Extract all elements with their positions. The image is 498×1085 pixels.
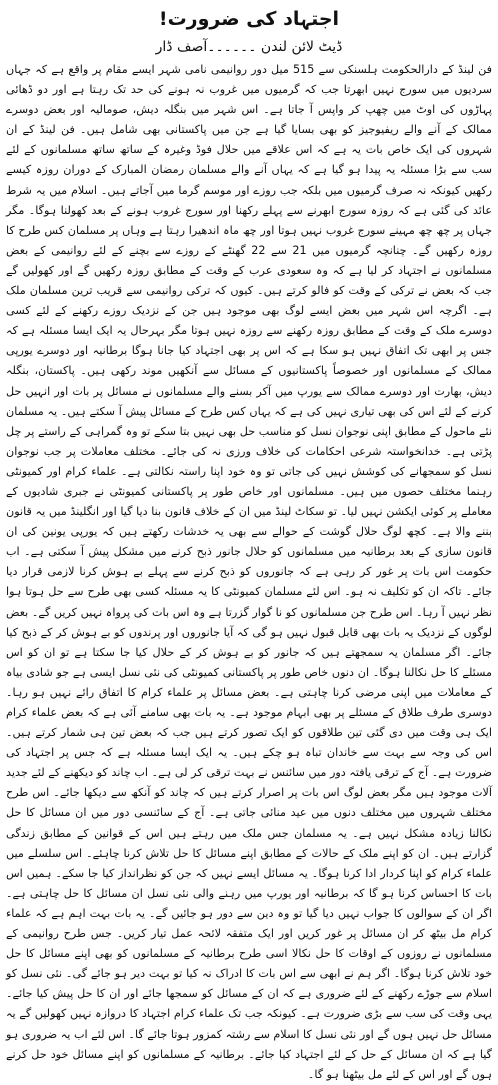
article-title: اجتہاد کی ضرورت! — [158, 8, 340, 30]
article-body: فن لینڈ کے دارالحکومت ہلسنکی سے 515 میل دور روانیمی نامی شہر ایسے مقام پر واقع ہے کہ جہاں سردیوں میں سورج نہیں ابھرتا جب کہ گرمیوں میں غروب نہ ہونے کی حد تک رہتا ہے اور دو ڈھائی پہاڑوں کی اوٹ میں چھپ کر واپس آ جاتا ہے۔ اس شہر میں بنگلہ دیش، صومالیہ اور بعض دوسرے ممالک کے آنے والے ریفیوجیز کو بھی بسایا گیا ہے جن میں پاکستانی بھی شامل ہیں۔ فن لینڈ کے ان شہروں کی ایک خاص بات یہ ہے کہ اس علاقے میں حلال فوڈ وغیرہ کے ساتھ ساتھ مسلمانوں کے لئے سب سے بڑا مسئلہ یہ پیدا ہو گیا ہے کہ یہاں آنے والے مسلمان رمضان المبارک کے دوران روزہ کیسے رکھیں کیونکہ نہ صرف گرمیوں میں بلکہ جب روزے اور موسم گرما میں آجاتے ہیں۔ اسلام میں یہ شرط عائد کی گئی ہے کہ روزہ سورج ابھرنے سے پہلے رکھنا اور سورج غروب ہونے کے بعد کھولنا ہوگا۔ مگر جہاں پر چھ چھ مہینے سورج غروب نہیں ہوتا اور چھ ماہ اندھیرا رہتا ہے وہاں پر مسلمان کس طرح کا روزہ رکھیں گے۔ چنانچہ گرمیوں میں 21 سے 22 گھنٹے کے روزے سے بچنے کے لئے روانیمی کے بعض مسلمانوں نے اجتہاد کر لیا ہے کہ وہ سعودی عرب کے وقت کے مطابق روزہ رکھیں گے اور کھولیں گے جب کہ بعض نے ترکی کے وقت کو فالو کرتے ہیں۔ کیوں کہ ترکی روانیمی سے قریب ترین مسلمان ملک ہے۔ اگرچہ اس شہر میں بعض ایسے لوگ بھی موجود ہیں جن کے نزدیک روزے رکھنے کے لئے کسی دوسرے ملک کے وقت کے مطابق روزہ رکھنے سے روزہ نہیں ہوتا مگر بہرحال یہ ایک ایسا مسئلہ ہے کہ جس پر ابھی تک اتفاق نہیں ہو سکا ہے کہ اس پر بھی اجتہاد کیا جانا ہوگا برطانیہ اور دوسرے یورپی ممالک کے مسلمانوں اور خصوصاً پاکستانیوں کے مسائل سے آنکھیں موند رکھی ہیں۔ پاکستان، بنگلہ دیش، بھارت اور دوسرے ممالک سے یورپ میں آکر بسنے والے مسلمانوں نے مسائل پر بات اور انہیں حل کرنے کے لئے اس کی بھی تیاری نہیں کی ہے کہ یہاں کس طرح کے مسائل پیش آ سکتے ہیں۔ یہ مسلمان نئے ماحول کے مطابق اپنی نوجوان نسل کو مناسب حل بھی نہیں بتا سکے تو وہ گمراہی کے راستے پر چل پڑتی ہے۔ خدانخواستہ شرعی احکامات کی خلاف ورزی نہ کی جائے۔ مختلف معاملات پر جب نوجوان نسل کو سمجھانے کی کوشش نہیں کی جاتی تو وہ خود اپنا راستہ نکالتی ہے۔ علماء کرام اور کمیونٹی رہنما مختلف حصوں میں ہیں۔ مسلمانوں اور خاص طور پر پاکستانی کمیونٹی نے جبری شادیوں کے معاملے پر کوئی ایکشن نہیں لیا۔ تو سکاٹ لینڈ میں ان کے خلاف قانون بنا دیا گیا اور انگلینڈ میں یہ قانون بننے والا ہے۔ کچھ لوگ حلال گوشت کے حوالے سے بھی یہ خدشات رکھتے ہیں کہ یورپی یونین کی ان قانون سازی کے بعد برطانیہ میں مسلمانوں کو حلال جانور ذبح کرنے میں مشکل پیش آ سکتی ہے۔ اب حکومت اس بات پر غور کر رہی ہے کہ جانوروں کو ذبح کرنے سے پہلے بے ہوش کرنا لازمی قرار دیا جائے۔ تاکہ ان کو تکلیف نہ ہو۔ اس لئے مسلمان کمیونٹی کا یہ مسئلہ کسی بھی طرح سے حل ہوتا ہوا نظر نہیں آ رہا۔ اس طرح جن مسلمانوں کو نا گوار گزرتا ہے وہ اس بات کی پرواہ نہیں کریں گے۔ بعض لوگوں کے نزدیک یہ بات بھی قابل قبول نہیں ہو گی کہ آیا جانوروں اور پرندوں کو بے ہوش کر کے ذبح کیا جائے۔ اگر مسلمان یہ سمجھتے ہیں کہ جانور کو بے ہوش کر کے حلال کیا جا سکتا ہے تو ان کو اس مسئلے کا حل نکالنا ہوگا۔ ان دنوں خاص طور پر پاکستانی کمیونٹی کی نئی نسل ایسی ہے جو شادی بیاہ کے معاملات میں اپنی مرضی کرنا چاہتی ہے۔ بعض مسائل پر علماء کرام کا اتفاق رائے نہیں ہو رہا۔ دوسری طرف طلاق کے مسئلے پر بھی ابہام موجود ہے۔ یہ بات بھی سامنے آئی ہے کہ بعض علماء کرام ایک ہی وقت میں دی گئی تین طلاقوں کو ایک تصور کرتے ہیں جب کہ بعض تین ہی شمار کرتے ہیں۔ اس کی وجہ سے بہت سے خاندان تباہ ہو چکے ہیں۔ یہ ایک ایسا مسئلہ ہے کہ جس پر اجتہاد کی ضرورت ہے۔ آج کے ترقی یافتہ دور میں سائنس نے بہت ترقی کر لی ہے۔ اب چاند کو دیکھنے کے لئے جدید آلات موجود ہیں مگر بعض لوگ اس بات پر اصرار کرتے ہیں کہ چاند کو آنکھ سے دیکھا جائے۔ اس طرح مختلف شہروں میں مختلف دنوں میں عید منائی جاتی ہے۔ آج کے سائنسی دور میں ان مسائل کا حل نکالنا زیادہ مشکل نہیں ہے۔ یہ مسلمان جس ملک میں رہتے ہیں اس کے قوانین کے مطابق زندگی گزارتے ہیں۔ ان کو اپنے ملک کے حالات کے مطابق اپنے مسائل کا حل تلاش کرنا چاہئے۔ اس سلسلے میں علماء کرام کو اپنا کردار ادا کرنا ہوگا۔ یہ مسائل ایسے نہیں کہ جن کو نظرانداز کیا جا سکے۔ ہمیں اس بات کا احساس کرنا ہو گا کہ برطانیہ اور یورپ میں رہنے والی نئی نسل ان مسائل کا حل چاہتی ہے۔ اگر ان کے سوالوں کا جواب نہیں دیا گیا تو وہ دین سے دور ہو جائیں گے۔ یہ بات بہت اہم ہے کہ علماء کرام مل بیٹھ کر ان مسائل پر غور کریں اور ایک متفقہ لائحہ عمل تیار کریں۔ جس طرح روانیمی کے مسلمانوں نے روزوں کے اوقات کا حل نکالا اسی طرح برطانیہ کے مسلمانوں کو بھی اپنے مسائل کا حل خود تلاش کرنا ہوگا۔ اگر ہم نے ابھی سے اس بات کا ادراک نہ کیا تو بہت دیر ہو جائے گی۔ نئی نسل کو اسلام سے جوڑے رکھنے کے لئے ضروری ہے کہ ان کے مسائل کو سمجھا جائے اور ان کا حل پیش کیا جائے۔ یہی وقت کی سب سے بڑی ضرورت ہے۔ کیونکہ جب تک علماء کرام اجتہاد کا دروازہ نہیں کھولیں گے یہ مسائل حل نہیں ہوں گے اور نئی نسل کا اسلام سے رشتہ کمزور ہوتا جائے گا۔ اس لئے اب یہ ضروری ہو گیا ہے کہ ان مسائل کے حل کے لئے اجتہاد کیا جائے۔ برطانیہ کے مسلمانوں کو اپنے مسائل خود حل کرنے ہوں گے اور اس کے لئے مل بیٹھنا ہو گا۔ — [6, 63, 493, 1081]
article-byline: ڈیٹ لائن لندن ۔۔۔۔۔۔آصف ڈار — [155, 39, 343, 55]
